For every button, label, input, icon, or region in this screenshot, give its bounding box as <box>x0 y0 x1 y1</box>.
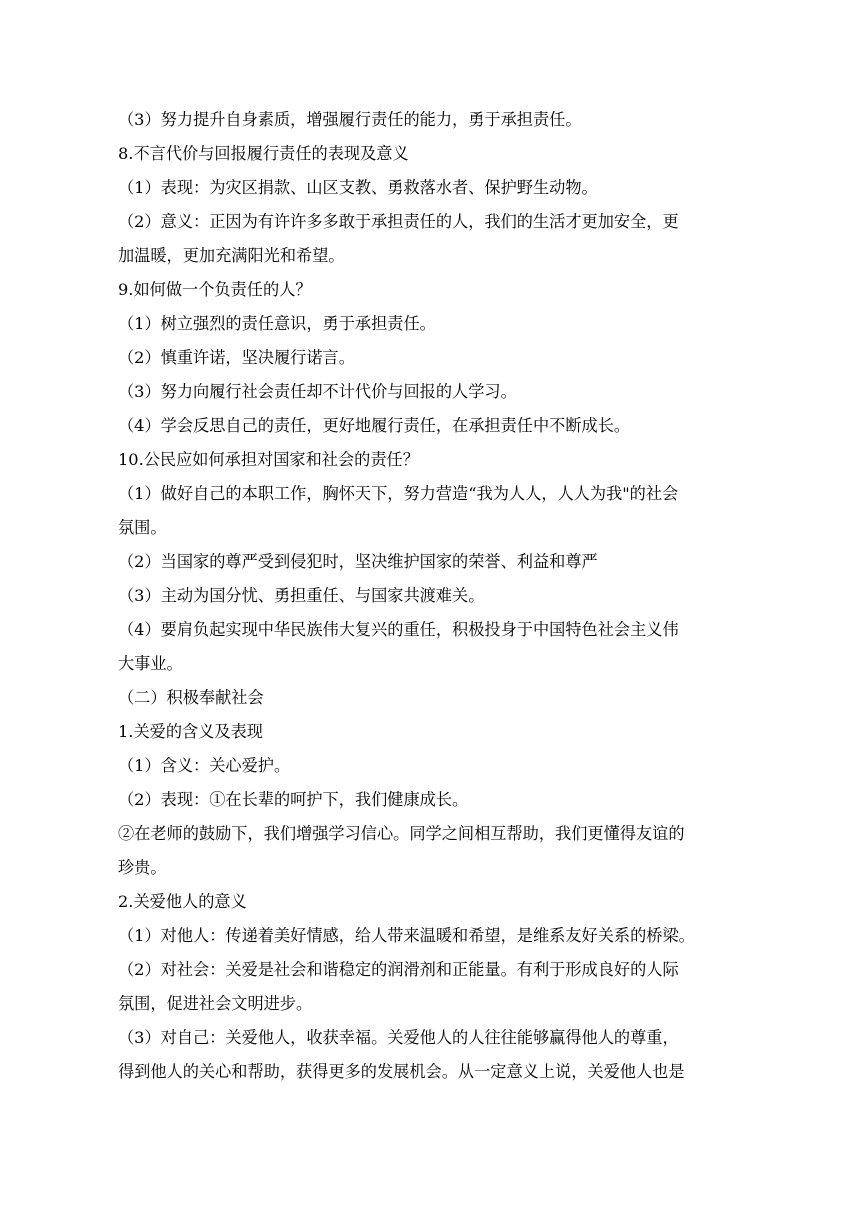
text-line: 大事业。 <box>118 654 183 673</box>
text-line: （1）对他人：传递着美好情感，给人带来温暖和希望，是维系友好关系的桥梁。 <box>118 926 695 945</box>
text-line: 加温暖，更加充满阳光和希望。 <box>118 246 345 265</box>
text-line: （1）表现：为灾区捐款、山区支教、勇救落水者、保护野生动物。 <box>118 178 598 197</box>
text-line: （3）主动为国分忧、勇担重任、与国家共渡难关。 <box>118 586 485 605</box>
text-line: 得到他人的关心和帮助，获得更多的发展机会。从一定意义上说，关爱他人也是 <box>118 1062 685 1081</box>
text-line: （3）努力提升自身素质，增强履行责任的能力，勇于承担责任。 <box>118 110 582 129</box>
text-line: 氛围。 <box>118 518 167 537</box>
text-line: ②在老师的鼓励下，我们增强学习信心。同学之间相互帮助，我们更懂得友谊的 <box>118 824 685 843</box>
text-line: （4）学会反思自己的责任，更好地履行责任，在承担责任中不断成长。 <box>118 416 631 435</box>
text-line: （2）当国家的尊严受到侵犯时，坚决维护国家的荣誉、利益和尊严 <box>118 552 598 571</box>
section-heading: 2.关爱他人的意义 <box>118 892 247 911</box>
section-heading: 9.如何做一个负责任的人？ <box>118 280 312 299</box>
chapter-heading: （二）积极奉献社会 <box>118 688 264 707</box>
text-line: 氛围，促进社会文明进步。 <box>118 994 313 1013</box>
text-line: （3）对自己：关爱他人，收获幸福。关爱他人的人往往能够赢得他人的尊重， <box>118 1028 679 1047</box>
text-line: （2）对社会：关爱是社会和谐稳定的润滑剂和正能量。有利于形成良好的人际 <box>118 960 679 979</box>
text-line: （1）树立强烈的责任意识，勇于承担责任。 <box>118 314 436 333</box>
text-line: （1）做好自己的本职工作，胸怀天下，努力营造“我为人人，人人为我"的社会 <box>118 484 679 503</box>
text-line: （3）努力向履行社会责任却不计代价与回报的人学习。 <box>118 382 517 401</box>
section-heading: 10.公民应如何承担对国家和社会的责任？ <box>118 450 419 469</box>
text-line: （1）含义：关心爱护。 <box>118 756 291 775</box>
text-line: （2）慎重许诺，坚决履行诺言。 <box>118 348 355 367</box>
section-heading: 1.关爱的含义及表现 <box>118 722 263 741</box>
section-heading: 8.不言代价与回报履行责任的表现及意义 <box>118 144 409 163</box>
text-line: （2）意义：正因为有许许多多敢于承担责任的人，我们的生活才更加安全，更 <box>118 212 679 231</box>
text-line: （4）要肩负起实现中华民族伟大复兴的重任，积极投身于中国特色社会主义伟 <box>118 620 679 639</box>
document-page <box>118 103 740 1089</box>
text-line: （2）表现：①在长辈的呵护下，我们健康成长。 <box>118 790 469 809</box>
text-line: 珍贵。 <box>118 858 167 877</box>
